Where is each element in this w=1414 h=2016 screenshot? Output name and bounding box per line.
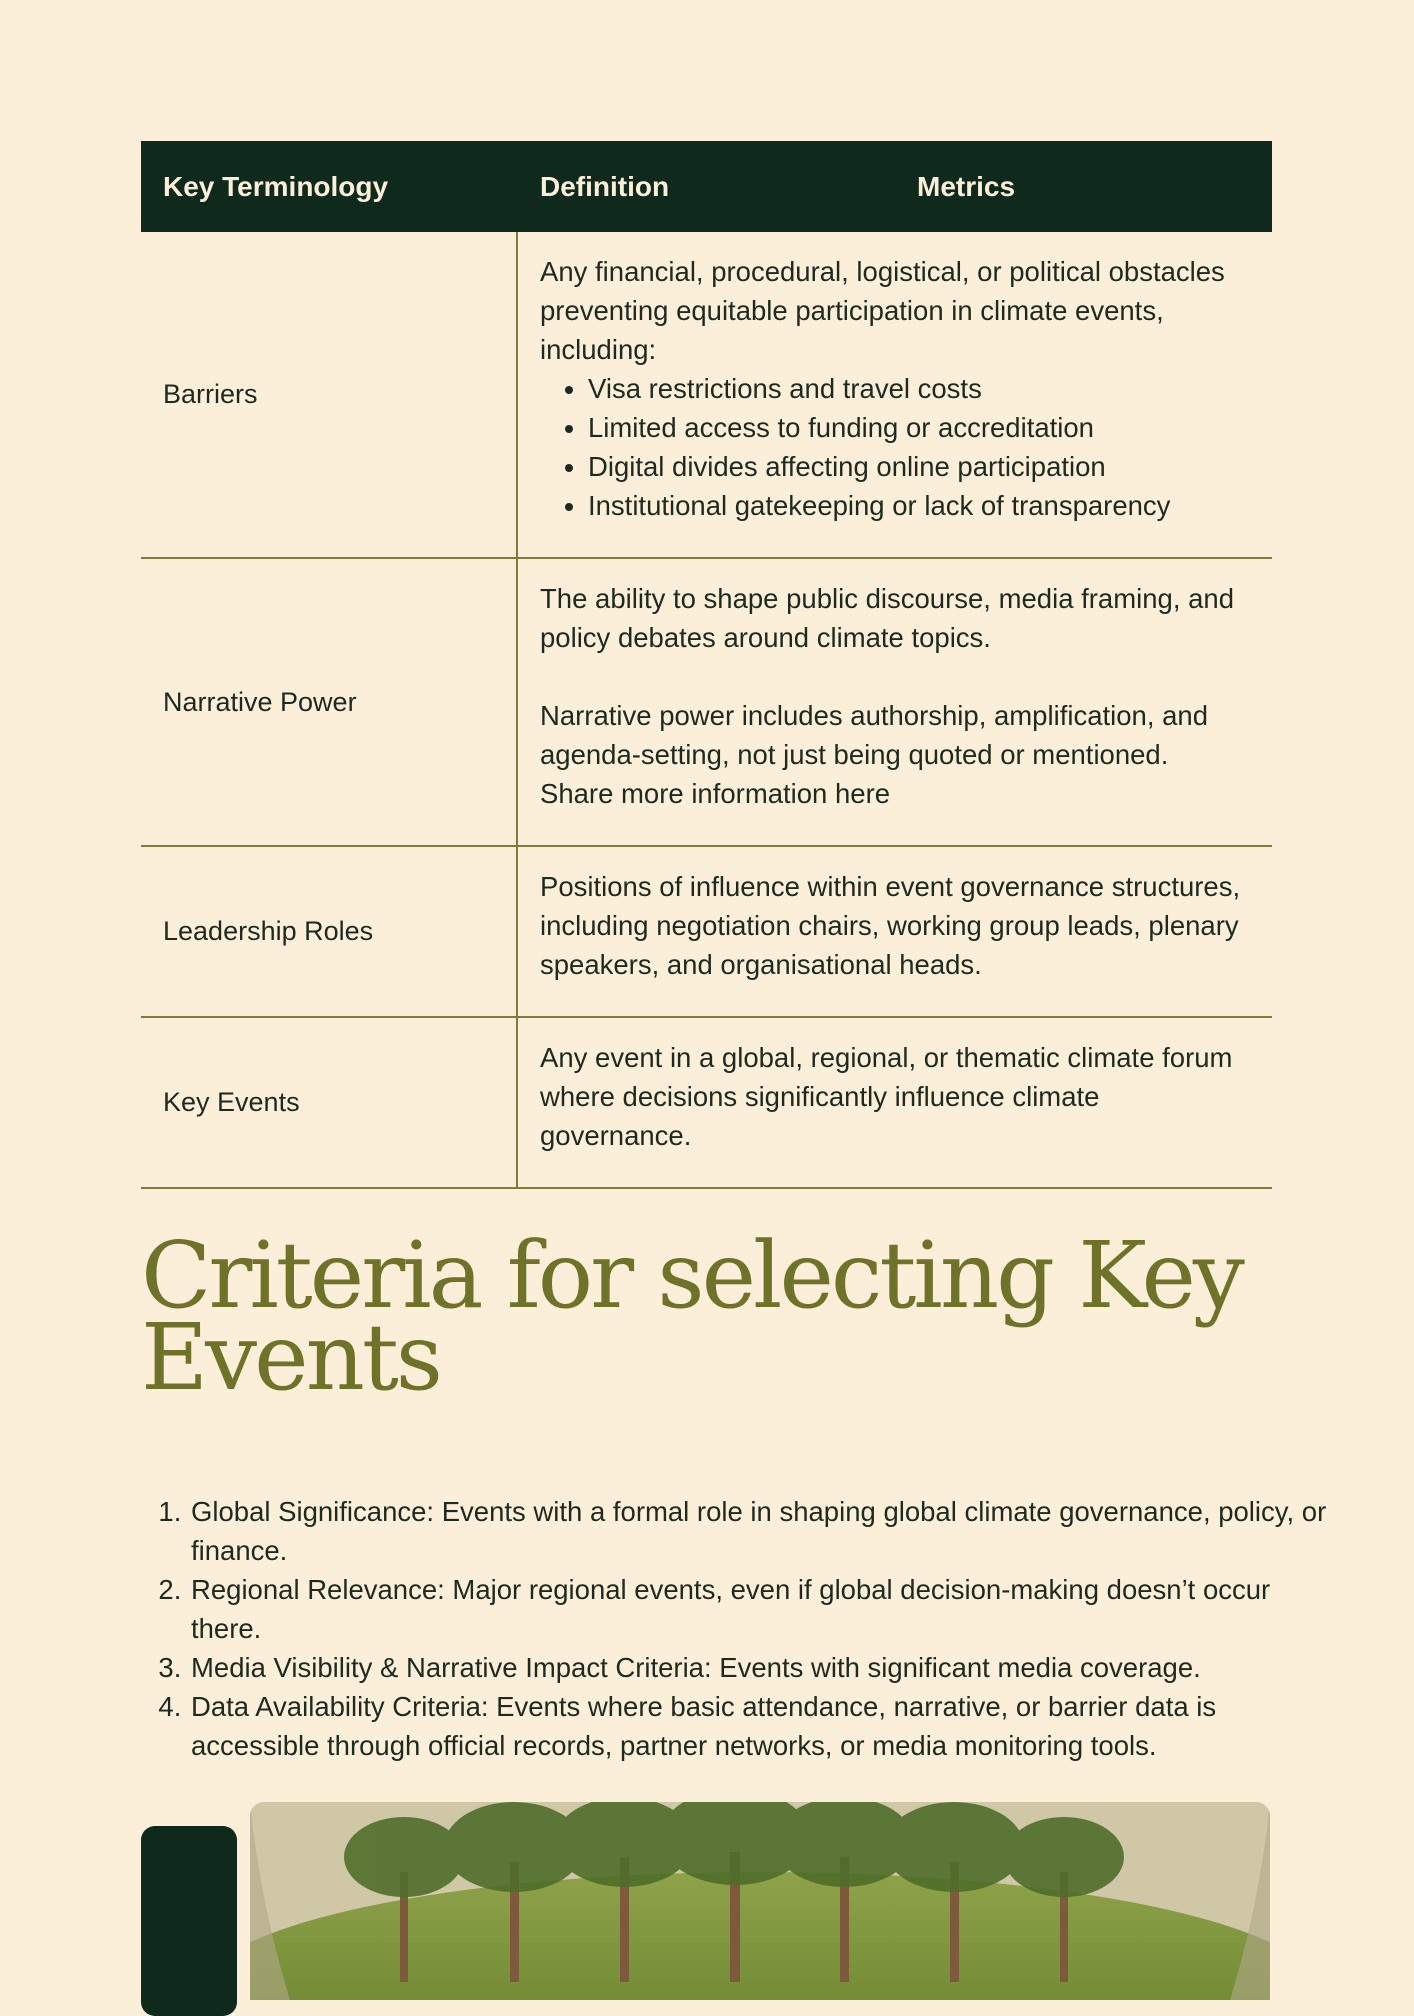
criteria-list	[141, 1492, 1339, 1765]
list-item: 1. Global Significance: Events with a formal role in shaping global climate governance, policy, or finance.	[189, 1492, 1339, 1570]
definition-text: The ability to shape public discourse, media framing, and policy debates around climate topics.	[540, 583, 1234, 653]
section-heading: Criteria for selecting Key Events	[141, 1222, 1242, 1411]
barrier-list	[540, 369, 1250, 525]
table-row	[141, 232, 1272, 559]
term-cell: Barriers	[141, 232, 518, 557]
definition-cell: Positions of influence within event governance structures, including negotiation chairs, working group leads, plenary speakers, and organisational heads.	[540, 871, 1241, 980]
definition-cell	[518, 559, 1272, 845]
list-item: 3. Media Visibility & Narrative Impact Criteria: Events with significant media coverage.	[189, 1648, 1339, 1687]
definition-text: Share more information here	[540, 778, 891, 809]
table-row	[141, 1018, 1272, 1189]
list-item: 4. Data Availability Criteria: Events where basic attendance, narrative, or barrier data is accessible through official records, partner networks, or media monitoring tools.	[189, 1687, 1339, 1765]
table-header	[141, 141, 1272, 232]
list-item: • Limited access to funding or accreditation	[588, 408, 1250, 447]
forest-illustration	[250, 1802, 1270, 2000]
decorative-tab	[141, 1826, 237, 2016]
table-row	[141, 559, 1272, 847]
forest-terrarium-image	[250, 1802, 1270, 2000]
header-metrics: Metrics	[917, 170, 1016, 202]
definition-cell: Any event in a global, regional, or thematic climate forum where decisions significantly influence climate governance.	[540, 1042, 1233, 1151]
term-cell: Key Events	[141, 1018, 518, 1187]
header-definition: Definition	[540, 170, 670, 202]
term-cell: Leadership Roles	[141, 847, 518, 1016]
list-item: • Visa restrictions and travel costs	[588, 369, 1250, 408]
definition-text: Any financial, procedural, logistical, or political obstacles preventing equitable participation in climate events, including:	[540, 256, 1225, 365]
table-row	[141, 847, 1272, 1018]
list-item: • Institutional gatekeeping or lack of transparency	[588, 486, 1250, 525]
header-key-terminology: Key Terminology	[163, 170, 389, 202]
list-item: • Digital divides affecting online participation	[588, 447, 1250, 486]
term-cell: Narrative Power	[141, 559, 518, 845]
list-item: 2. Regional Relevance: Major regional events, even if global decision-making doesn’t occur there.	[189, 1570, 1339, 1648]
definition-cell	[518, 232, 1272, 557]
definition-text: Narrative power includes authorship, amplification, and agenda-setting, not just being quoted or mentioned.	[540, 700, 1208, 770]
terminology-table	[141, 141, 1272, 1189]
